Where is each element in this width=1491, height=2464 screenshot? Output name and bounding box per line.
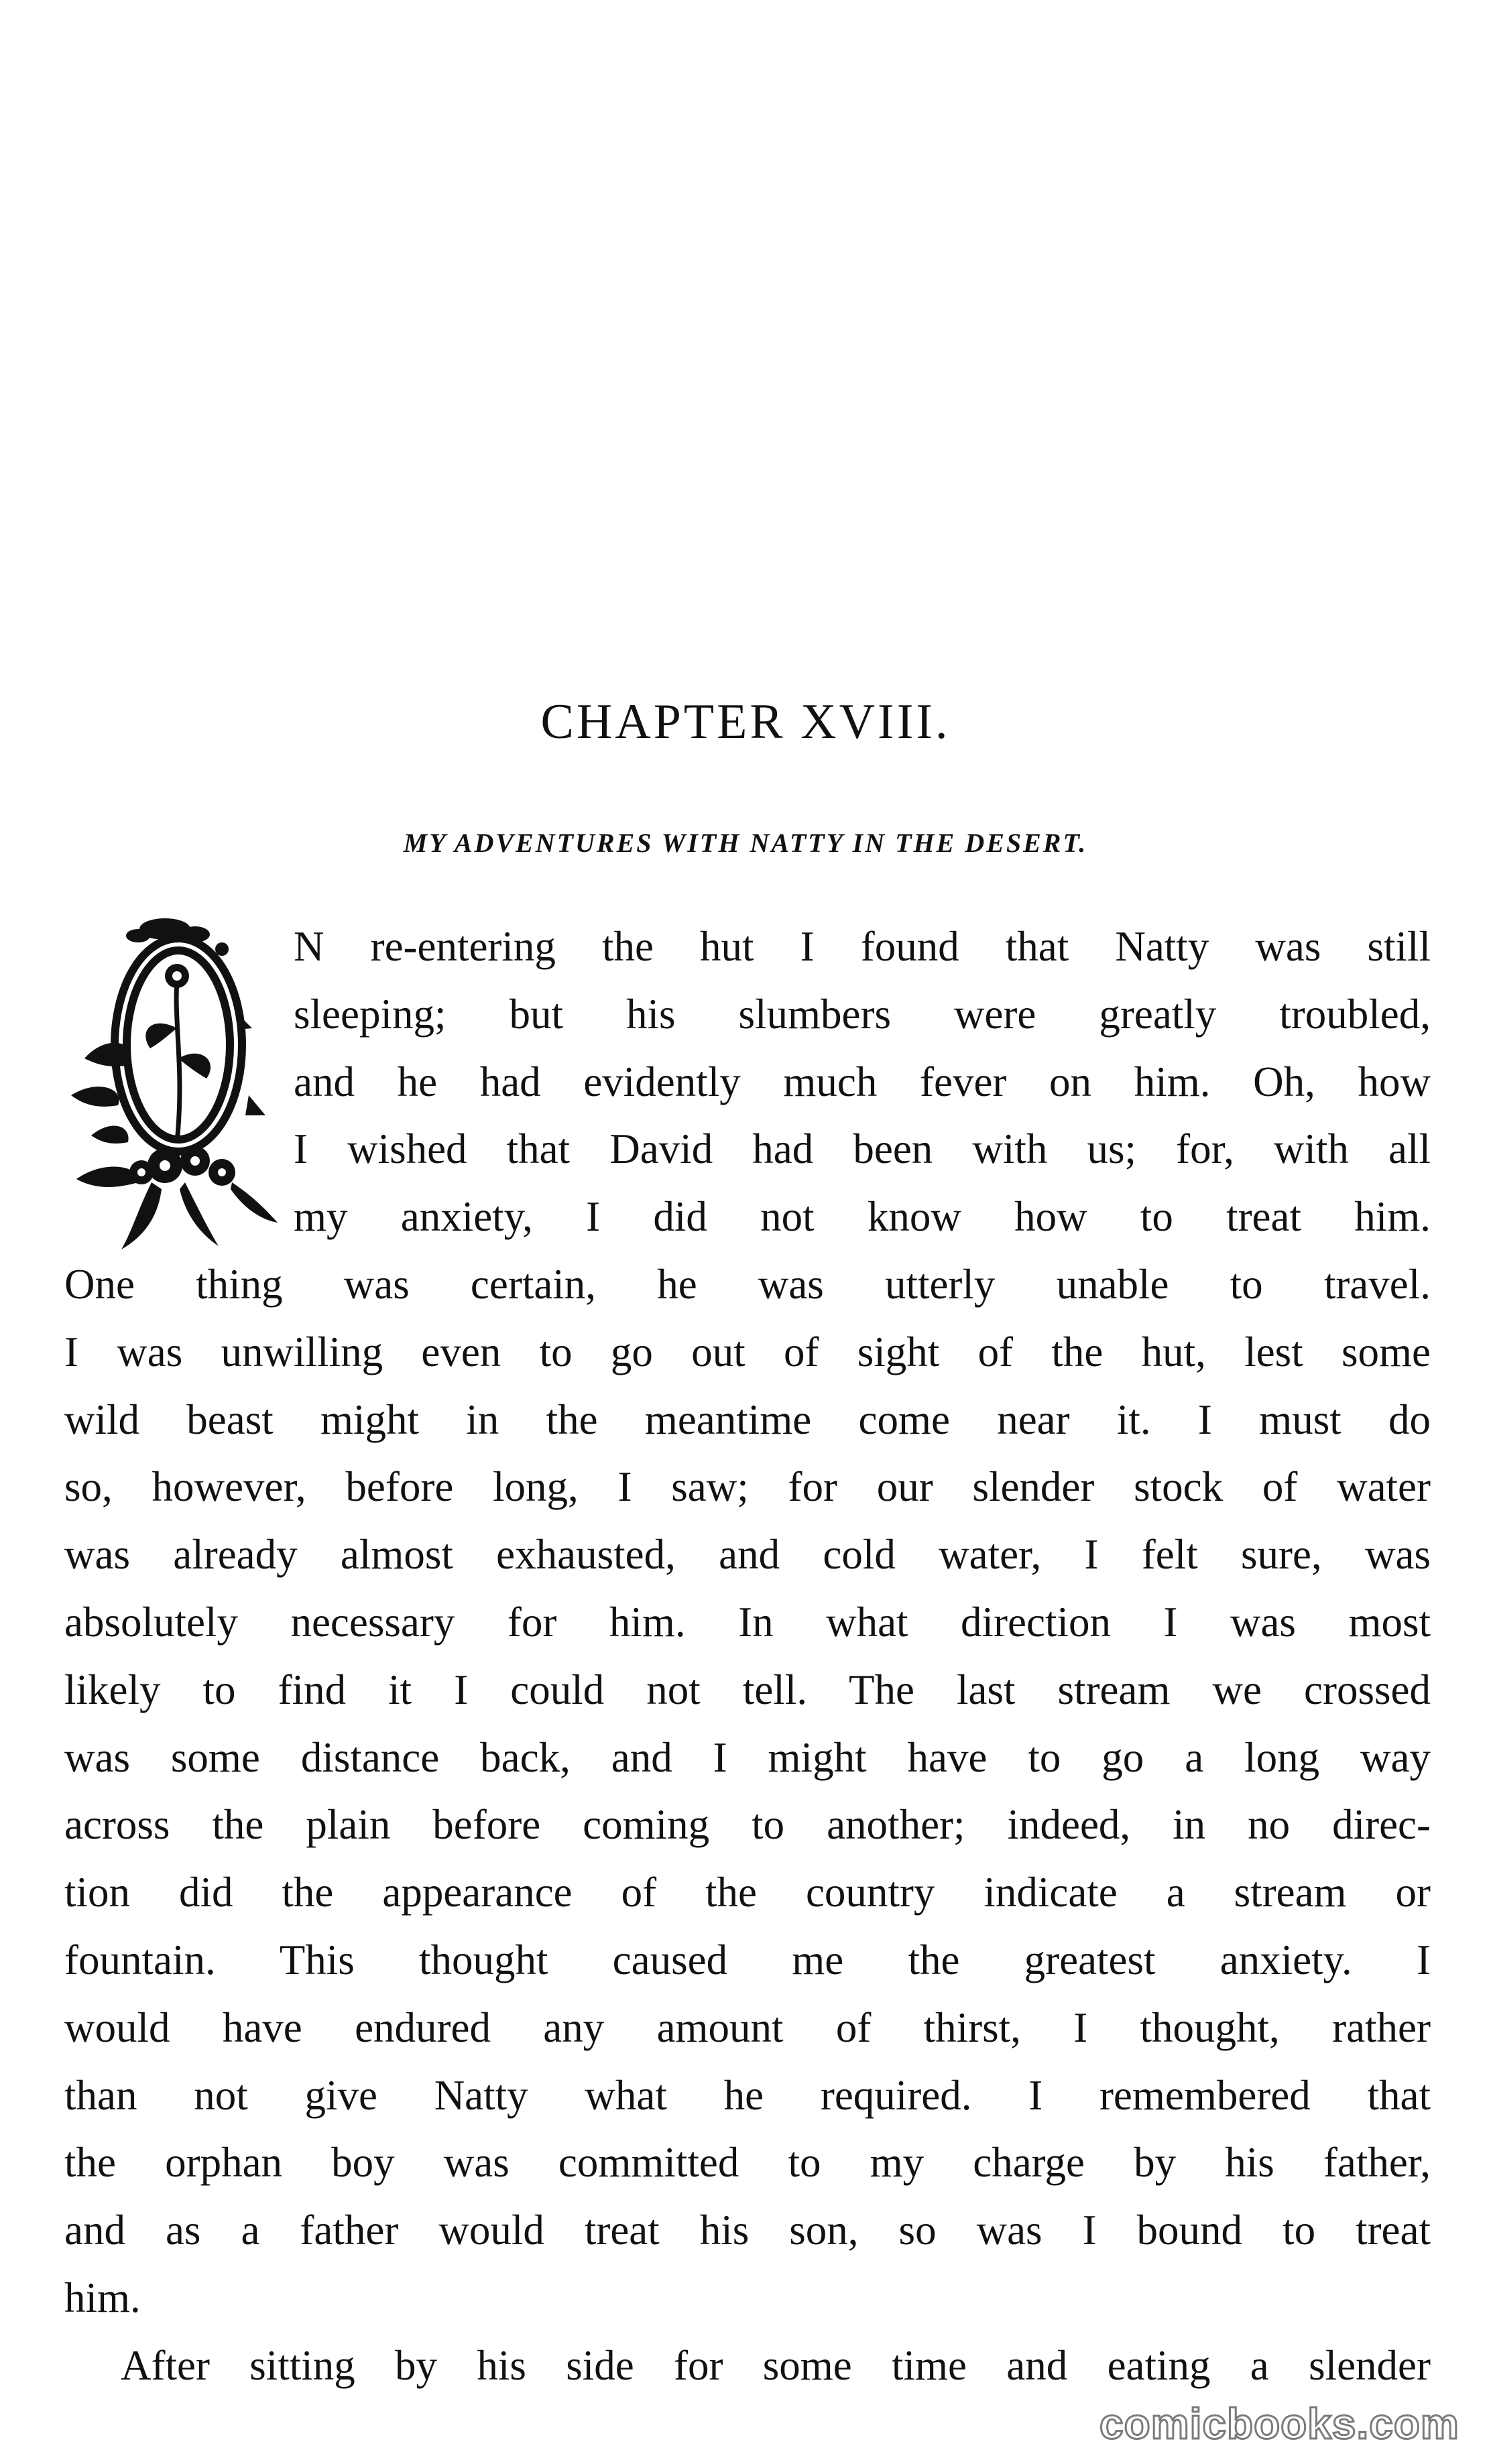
chapter-title: CHAPTER XVIII. (540, 694, 951, 749)
text-line: would have endured any amount of thirst, I thought, rather (64, 2004, 1431, 2051)
decorated-initial-o (64, 914, 291, 1249)
body-text (64, 913, 1431, 2400)
text-line: absolutely necessary for him. In what direction I was most (64, 1598, 1431, 1646)
text-line: and as a father would treat his son, so was I bound to treat (64, 2207, 1431, 2254)
text-line: likely to find it I could not tell. The last stream we crossed (64, 1666, 1431, 1713)
watermark-text: comicbooks.com (1099, 2400, 1459, 2448)
floral-initial-icon (64, 914, 291, 1249)
text-line: After sitting by his side for some time and eating a slender (121, 2341, 1431, 2389)
text-line: N re-entering the hut I found that Natty was still (294, 923, 1431, 970)
text-line: and he had evidently much fever on him. Oh, how (294, 1058, 1431, 1105)
text-line: I wished that David had been with us; for, with all (294, 1125, 1431, 1173)
text-line: the orphan boy was committed to my charge by his father, (64, 2139, 1431, 2186)
text-line: my anxiety, I did not know how to treat him. (294, 1193, 1431, 1241)
text-line: him. (64, 2274, 141, 2321)
text-line: I was unwilling even to go out of sight of the hut, lest some (64, 1328, 1431, 1375)
text-line: sleeping; but his slumbers were greatly troubled, (294, 990, 1431, 1038)
text-line: wild beast might in the meantime come near it. I must do (64, 1396, 1431, 1443)
text-line: so, however, before long, I saw; for our slender stock of water (64, 1463, 1431, 1511)
text-line: was already almost exhausted, and cold water, I felt sure, was (64, 1531, 1431, 1579)
text-line: tion did the appearance of the country indicate a stream or (64, 1869, 1431, 1916)
text-line: across the plain before coming to another; indeed, in no direc- (64, 1801, 1431, 1849)
chapter-subtitle: MY ADVENTURES WITH NATTY IN THE DESERT. (403, 828, 1088, 858)
text-line: than not give Natty what he required. I remembered that (64, 2071, 1431, 2119)
text-line: was some distance back, and I might have to go a long way (64, 1733, 1431, 1781)
text-line: fountain. This thought caused me the greatest anxiety. I (64, 1936, 1431, 1983)
text-line: One thing was certain, he was utterly unable to travel. (64, 1260, 1431, 1308)
